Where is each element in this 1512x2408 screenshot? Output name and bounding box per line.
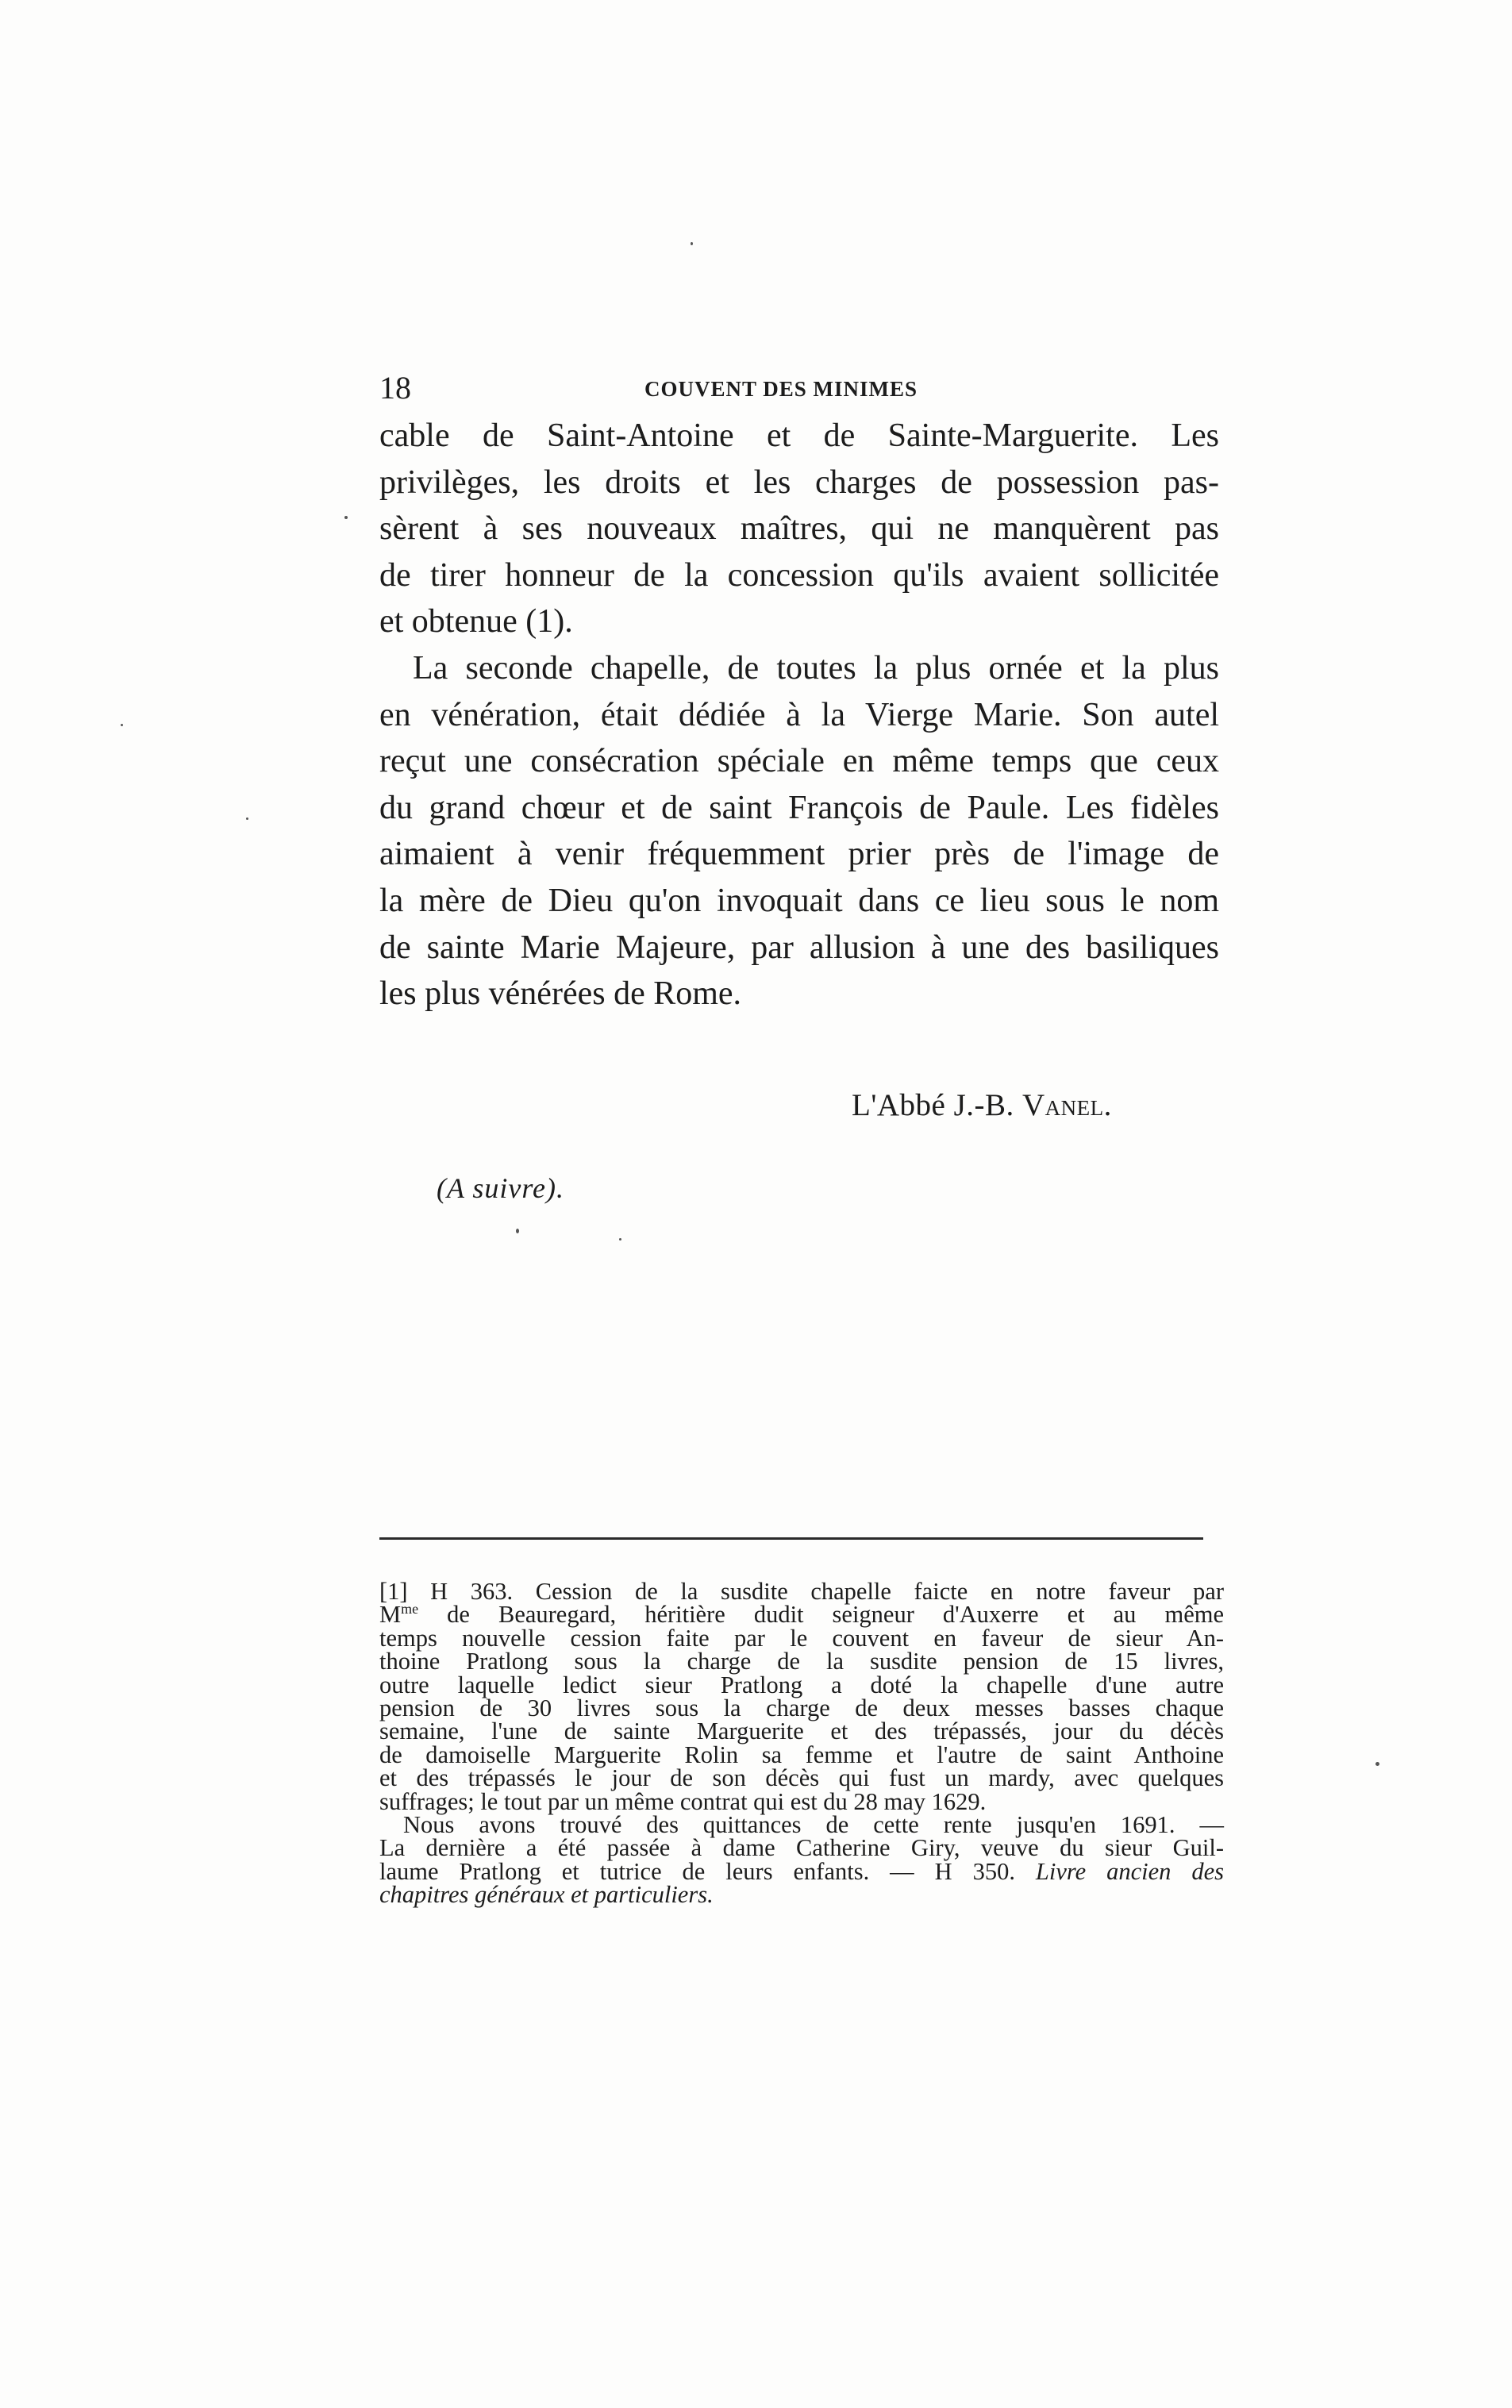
footnote-line: chapitres généraux et particuliers.: [379, 1881, 714, 1909]
body-text: [379, 413, 1219, 1017]
body-line: sèrent à ses nouveaux maîtres, qui ne manquèrent pas: [379, 510, 1219, 548]
footnote-text: M: [379, 1601, 402, 1629]
footnote-line: suffrages; le tout par un même contrat qui est du 28 may 1629.: [379, 1787, 987, 1815]
footnote-line: thoine Pratlong sous la charge de la susdite pension de 15 livres,: [379, 1648, 1224, 1675]
footnotes: [379, 1580, 1224, 1907]
paper-speck: [246, 817, 248, 820]
footnote-line: [379, 1601, 1224, 1629]
paper-speck: [1375, 1762, 1379, 1766]
page-header: [379, 368, 1201, 408]
body-line: en vénération, était dédiée à la Vierge Marie. Son autel: [379, 696, 1219, 733]
footnote-line: semaine, l'une de sainte Marguerite et des trépassés, jour du décès: [379, 1718, 1224, 1745]
footnote-italic-text: Livre ancien des: [1035, 1857, 1224, 1885]
body-line: du grand chœur et de saint François de Paule. Les fidèles: [379, 789, 1219, 826]
footnote-divider: [379, 1537, 1203, 1540]
paper-speck: [121, 724, 123, 726]
footnote-line: et des trépassés le jour de son décès qui fust un mardy, avec quelques: [379, 1764, 1224, 1792]
body-line: cable de Saint-Antoine et de Sainte-Marguerite. Les: [379, 417, 1219, 454]
body-line: La seconde chapelle, de toutes la plus ornée et la plus: [413, 649, 1219, 687]
body-line: de tirer honneur de la concession qu'ils avaient sollicitée: [379, 556, 1219, 594]
footnote-superscript: me: [401, 1601, 419, 1618]
paper-speck: [344, 516, 348, 519]
body-line: privilèges, les droits et les charges de possession pas-: [379, 464, 1219, 501]
footnote-line: pension de 30 livres sous la charge de deux messes basses chaque: [379, 1694, 1224, 1722]
footnote-line: outre laquelle ledict sieur Pratlong a doté la chapelle d'une autre: [379, 1671, 1224, 1698]
running-head: COUVENT DES MINIMES: [644, 377, 918, 401]
body-line: la mère de Dieu qu'on invoquait dans ce lieu sous le nom: [379, 882, 1219, 919]
body-line: de sainte Marie Majeure, par allusion à une des basiliques: [379, 929, 1219, 966]
continuation-note: (A suivre).: [437, 1172, 564, 1204]
signature-prefix: L'Abbé J.-B.: [852, 1088, 1023, 1122]
footnote-line: [379, 1857, 1224, 1885]
footnote-text: laume Pratlong et tutrice de leurs enfants. — H 350.: [379, 1857, 1036, 1885]
paper-speck: [516, 1229, 519, 1233]
footnote-line: de damoiselle Marguerite Rolin sa femme et l'autre de saint Anthoine: [379, 1741, 1224, 1768]
body-line: aimaient à venir fréquemment prier près de l'image de: [379, 836, 1219, 873]
paper-speck: [619, 1238, 621, 1241]
author-signature: [852, 1086, 1112, 1125]
body-line: et obtenue (1).: [379, 603, 573, 640]
footnote-text: de Beauregard, héritière dudit seigneur d'Auxerre et au même: [418, 1601, 1224, 1629]
paper-speck: [691, 242, 693, 245]
footnote-line: [1] H 363. Cession de la susdite chapelle faicte en notre faveur par: [379, 1578, 1224, 1605]
signature-surname: Vanel.: [1022, 1088, 1112, 1122]
footnote-line: Nous avons trouvé des quittances de cette rente jusqu'en 1691. —: [403, 1811, 1224, 1839]
body-line: les plus vénérées de Rome.: [379, 975, 742, 1013]
body-line: reçut une consécration spéciale en même temps que ceux: [379, 743, 1219, 780]
footnote-line: La dernière a été passée à dame Catherine Giry, veuve du sieur Guil-: [379, 1834, 1224, 1862]
footnote-line: temps nouvelle cession faite par le couvent en faveur de sieur An-: [379, 1624, 1224, 1652]
page-number: 18: [379, 370, 411, 406]
